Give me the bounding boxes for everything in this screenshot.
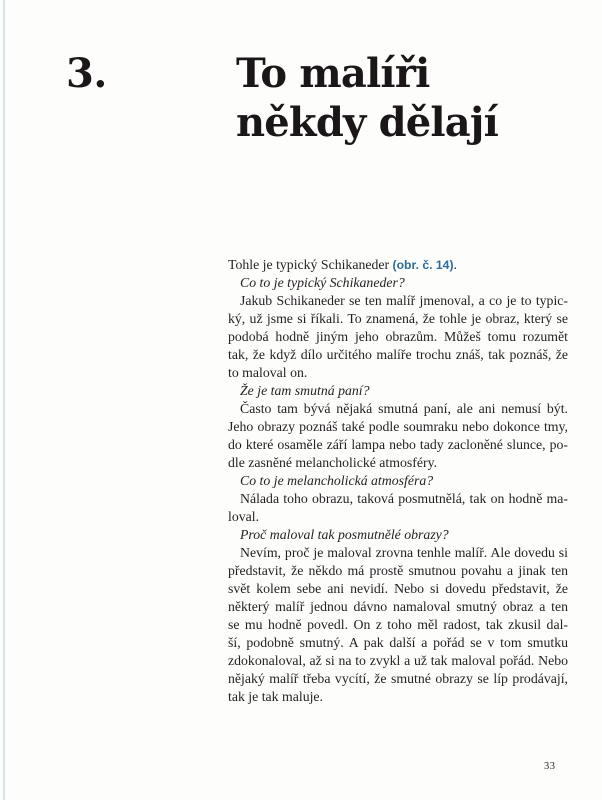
text-line — [228, 472, 568, 490]
body-text-segment: svět kolem sebe ani nevidí. Nebo si dovedu představit, že — [228, 581, 568, 596]
body-text-segment: podobá hodně jiným jeho obrazům. Můžeš tomu rozumět — [228, 329, 568, 344]
text-line — [228, 634, 568, 652]
body-text-segment: Jeho obrazy poznáš také podle soumraku nebo dokonce tmy, — [228, 419, 568, 434]
text-line — [228, 256, 568, 274]
body-text-segment: ký, už jsme si říkali. To znamená, že tohle je obraz, který se — [228, 311, 568, 326]
text-line — [228, 598, 568, 616]
text-line — [228, 346, 568, 364]
text-line — [228, 688, 568, 706]
text-line — [228, 400, 568, 418]
body-text-segment: to maloval on. — [228, 365, 308, 380]
chapter-number: 3. — [66, 50, 107, 97]
dialogue-question-text: Co to je typický Schikaneder? — [240, 275, 405, 290]
text-line — [228, 436, 568, 454]
body-text-segment: do které osaměle září lampa nebo tady zacloněné slunce, po- — [228, 437, 568, 452]
figure-reference-link[interactable]: (obr. č. 14) — [392, 258, 454, 272]
text-line — [228, 562, 568, 580]
body-text-segment: loval. — [228, 509, 260, 524]
chapter-title-line-1: To malíři — [236, 50, 430, 97]
dialogue-question-text: Že je tam smutná paní? — [240, 383, 370, 398]
body-text-segment: Nevím, proč je maloval zrovna tenhle malíř. Ale dovedu si — [240, 545, 568, 560]
text-line — [228, 670, 568, 688]
body-text-segment: tak je tak maluje. — [228, 689, 324, 704]
dialogue-question-text: Co to je melancholická atmosféra? — [240, 473, 434, 488]
text-line — [228, 544, 568, 562]
text-line — [228, 364, 568, 382]
chapter-title — [236, 49, 498, 147]
body-text-segment: ší, podobně smutný. A pak další a pořád se v tom smutku — [228, 635, 568, 650]
body-text-segment: tak, že když dílo určitého malíře trochu znáš, tak poznáš, že — [228, 347, 568, 362]
body-text-segment: Tohle je typický Schikaneder — [228, 257, 393, 272]
text-line — [228, 274, 568, 292]
body-text-segment: zdokonaloval, až si na to zvykl a už tak maloval pořád. Nebo — [228, 653, 568, 668]
text-line — [228, 382, 568, 400]
body-text-segment: nějaký malíř třeba vycítí, že smutné obrazy se líp prodávají, — [228, 671, 568, 686]
body-text-segment: Často tam bývá nějaká smutná paní, ale ani nemusí být. — [240, 401, 568, 416]
text-line — [228, 508, 568, 526]
body-text-segment: některý malíř jednou dávno namaloval smutný obraz a ten — [228, 599, 568, 614]
text-line — [228, 454, 568, 472]
chapter-title-line-2: někdy dělají — [236, 99, 498, 146]
text-line — [228, 328, 568, 346]
body-text-segment: Nálada toho obrazu, taková posmutnělá, tak on hodně ma- — [240, 491, 568, 506]
text-line — [228, 490, 568, 508]
text-line — [228, 526, 568, 544]
body-text-segment: . — [453, 257, 457, 272]
text-line — [228, 652, 568, 670]
body-text-segment: dle zasněné melancholické atmosféry. — [228, 455, 438, 470]
text-line — [228, 616, 568, 634]
page-number: 33 — [544, 761, 556, 772]
text-line — [228, 580, 568, 598]
text-line — [228, 310, 568, 328]
text-line — [228, 292, 568, 310]
dialogue-question-text: Proč maloval tak posmutnělé obrazy? — [240, 527, 449, 542]
page-edge-line — [3, 0, 5, 800]
body-text-segment: představit, že někdo má prostě smutnou povahu a jinak ten — [228, 563, 568, 578]
body-text-segment: se mu hodně povedl. On z toho měl radost, tak zkusil dal- — [228, 617, 568, 632]
text-line — [228, 418, 568, 436]
body-text — [228, 256, 568, 706]
body-text-segment: Jakub Schikaneder se ten malíř jmenoval, a co je to typic- — [240, 293, 568, 308]
